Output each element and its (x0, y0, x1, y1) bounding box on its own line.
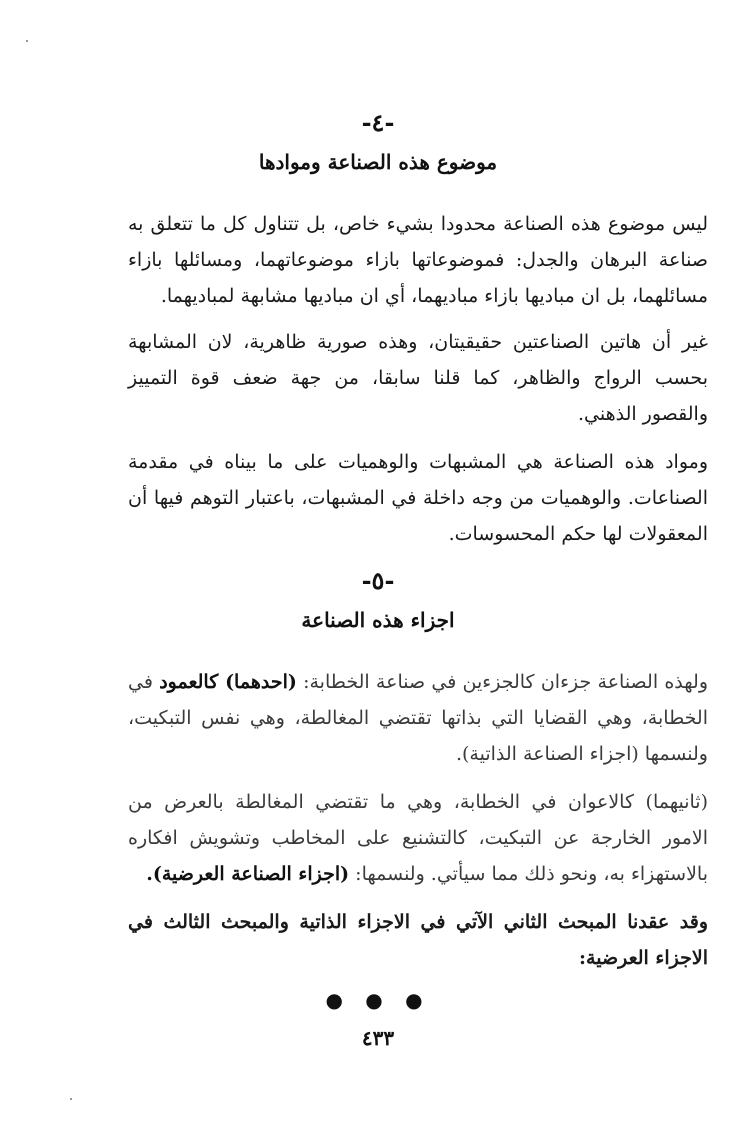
page-number: ٤٣٣ (361, 1026, 395, 1050)
separator-dots: ● ● ● (325, 988, 431, 1012)
paragraph-materials: ومواد هذه الصناعة هي المشبهات والوهميات على ما بيناه في مقدمة الصناعات. والوهميات من وجه داخلة في المشبهات، باعتبار التوهم فيها أن المعقولات لها حكم المحسوسات. (128, 451, 708, 545)
paragraph-subject: ليس موضوع هذه الصناعة محدودا بشيء خاص، بل تتناول كل ما تتعلق به صناعة البرهان والجدل: فموضوعاتها بازاء موضوعاتهما، ومسائلها بازاء مسائلهما، بل ان مباديها بازاء مباديهما، أي ان مباديها مشابهة لمباديهما. (128, 213, 708, 307)
scan-speck (70, 1098, 72, 1100)
scan-speck (26, 40, 28, 42)
accidental-parts-text: (ثانيهما) كالاعوان في الخطابة، وهي ما تقتضي المغالطة بالعرض من الامور الخارجة عن التبكيت، كالتشنيع على المخاطب وتشويش افكاره بالاستهزاء به، ونحو ذلك مما سيأتي. ولنسمها: (128, 791, 708, 885)
section-heading-parts: اجزاء هذه الصناعة (301, 608, 455, 632)
paragraph-chapter-plan: وقد عقدنا المبحث الثاني الآتي في الاجزاء الذاتية والمبحث الثالث في الاجزاء العرضية: (128, 911, 708, 969)
section-number-5: -٥- (361, 566, 395, 595)
essential-parts-intro: ولهذه الصناعة جزءان كالجزءين في صناعة الخطابة: (296, 671, 709, 693)
essential-parts-text: في الخطابة، وهي القضايا التي بذاتها تقتضي المغالطة، وهي نفس التبكيت، ولنسمها (اجزاء الصناعة الذاتية). (128, 671, 708, 765)
section-heading-subject: موضوع هذه الصناعة وموادها (258, 150, 498, 174)
essential-parts-label: (احدهما) كالعمود (159, 671, 297, 693)
accidental-parts-label: (اجزاء الصناعة العرضية). (146, 863, 350, 885)
paragraph-accidental-parts (128, 784, 708, 892)
section-number-4: -٤- (361, 108, 395, 137)
paragraph-essential-parts (128, 664, 708, 772)
paragraph-distinction: غير أن هاتين الصناعتين حقيقيتان، وهذه صورية ظاهرية، لان المشابهة بحسب الرواج والظاهر، كما قلنا سابقا، من جهة ضعف قوة التمييز والقصور الذهني. (128, 331, 708, 425)
